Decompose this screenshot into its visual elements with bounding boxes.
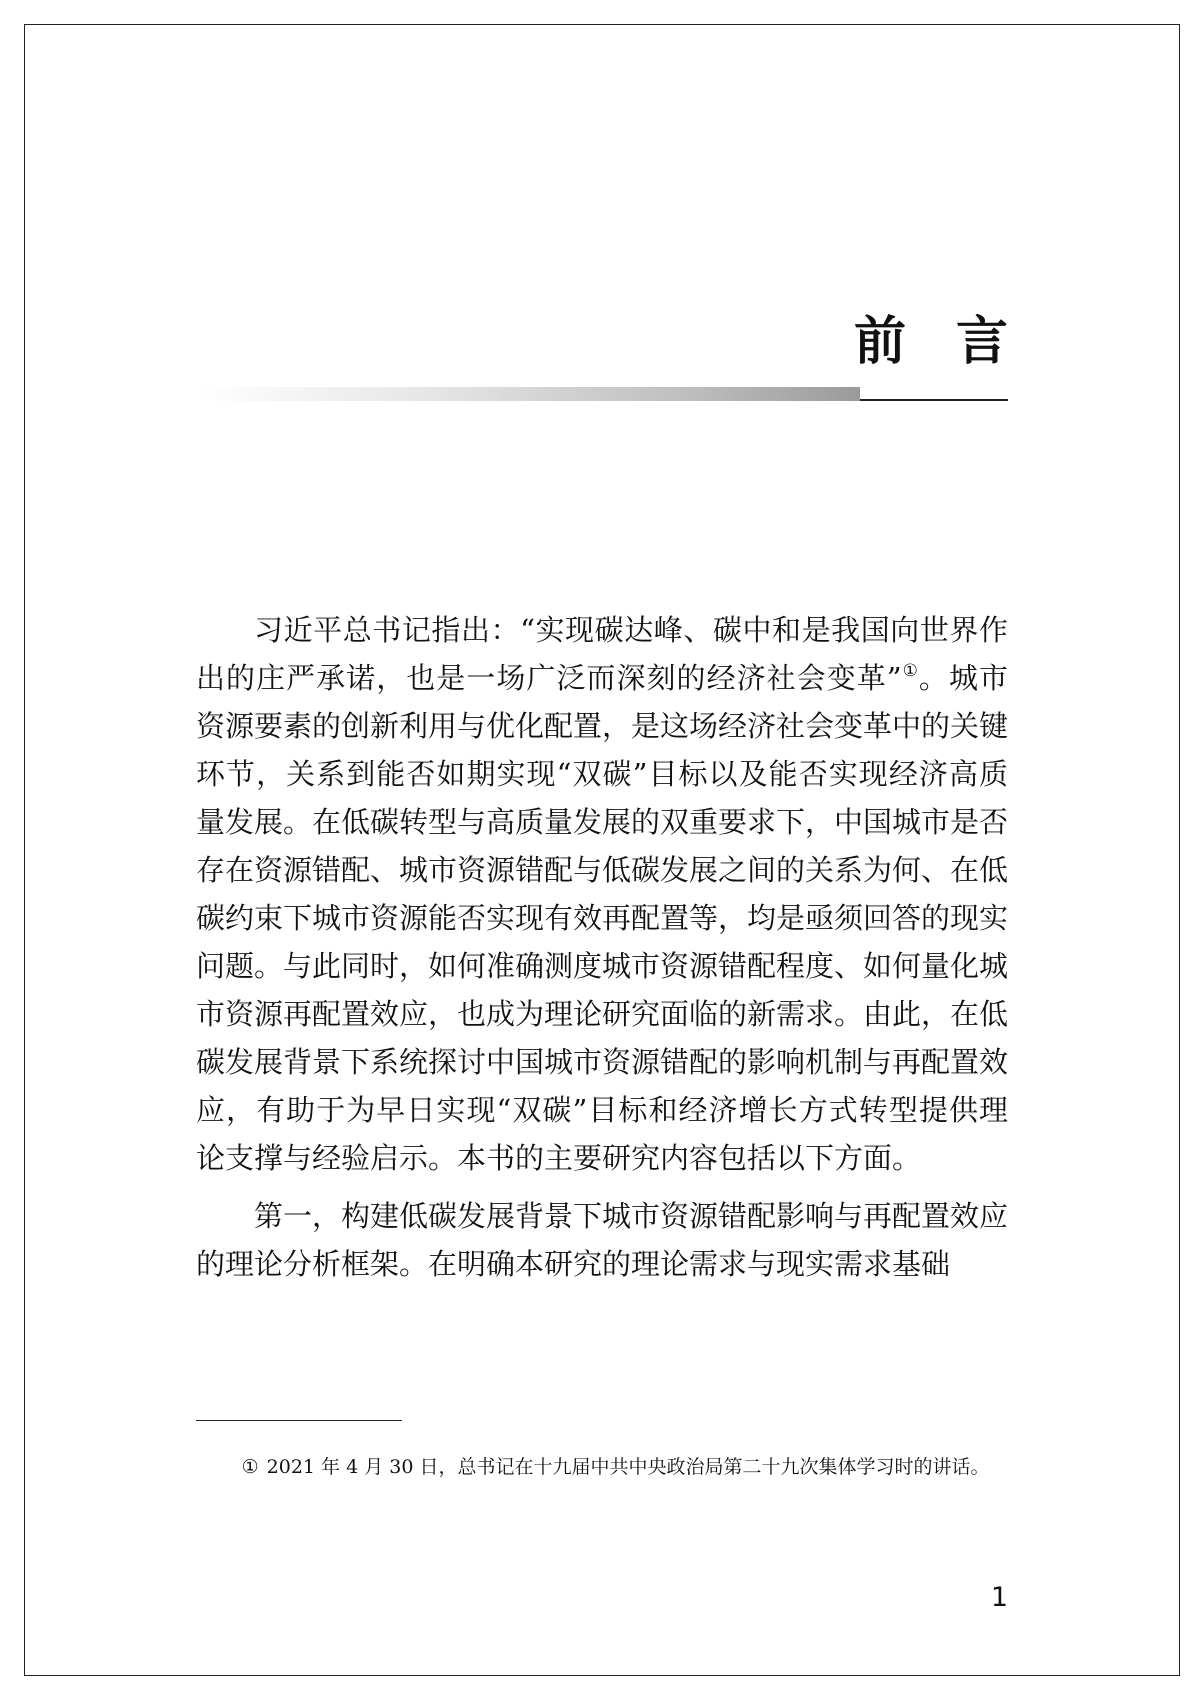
paragraph-1 [196, 606, 1008, 1182]
paragraph-2: 第一，构建低碳发展背景下城市资源错配影响与再配置效应的理论分析框架。在明确本研究的理论需求与现实需求基础 [196, 1199, 1009, 1281]
chapter-title: 前言 [853, 311, 1058, 372]
footnote-marker: ① [241, 1456, 259, 1478]
paragraph-1-text-before-note: 习近平总书记指出：“实现碳达峰、碳中和是我国向世界作出的庄严承诺，也是一场广泛而深刻的经济社会变革” [196, 613, 1008, 695]
footnote-text: 2021 年 4 月 30 日，总书记在十九届中共中央政治局第二十九次集体学习时的讲话。 [266, 1456, 990, 1478]
footnote [196, 1452, 1012, 1482]
title-decoration-bar [196, 387, 860, 401]
body-text [196, 606, 1008, 1298]
footnote-divider [196, 1420, 402, 1421]
paragraph-1-text-after-note: 。城市资源要素的创新利用与优化配置，是这场经济社会变革中的关键环节，关系到能否如期实现“双碳”目标以及能否实现经济高质量发展。在低碳转型与高质量发展的双重要求下，中国城市是否存在资源错配、城市资源错配与低碳发展之间的关系为何、在低碳约束下城市资源能否实现有效再配置等，均是亟须回答的现实问题。与此同时，如何准确测度城市资源错配程度、如何量化城市资源再配置效应，也成为理论研究面临的新需求。由此，在低碳发展背景下系统探讨中国城市资源错配的影响机制与再配置效应，有助于为早日实现“双碳”目标和经济增长方式转型提供理论支撑与经验启示。本书的主要研究内容包括以下方面。 [196, 661, 1009, 1175]
page-number: 1 [990, 1582, 1008, 1613]
title-underline [860, 399, 1008, 401]
footnote-reference[interactable]: ① [901, 661, 919, 681]
